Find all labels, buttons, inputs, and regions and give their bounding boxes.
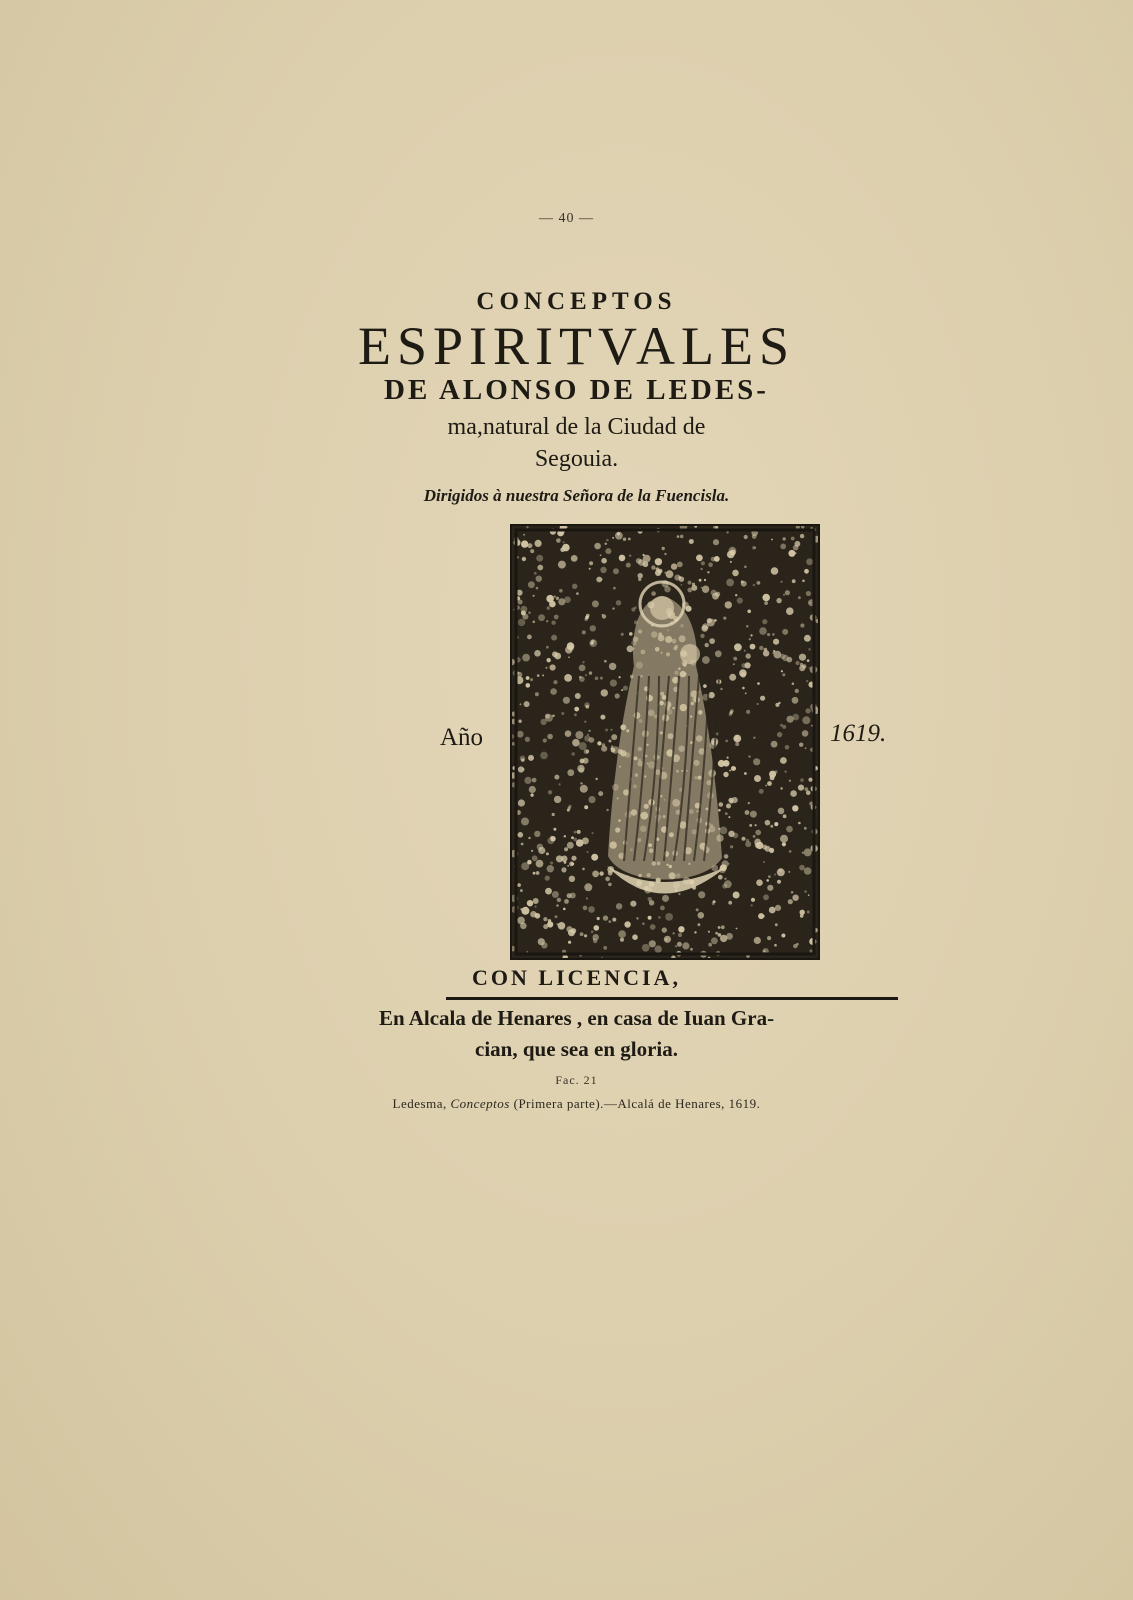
dedication: Dirigidos à nuestra Señora de la Fuencisla. [423,486,730,505]
year-label-left: Año [440,724,484,751]
caption-details: (Primera parte).—Alcalá de Henares, 1619. [513,1096,761,1111]
imprint-line-2: cian, que sea en gloria. [475,1037,678,1061]
horizontal-rule [446,997,898,1000]
page-number: — 40 — [539,211,594,226]
licence-line: CON LICENCIA, [472,965,681,990]
year-label-right: 1619. [830,720,887,747]
title-line-4: ma,natural de la Ciudad de [447,414,706,440]
title-line-3: DE ALONSO DE LEDES- [384,374,769,406]
imprint-line-1: En Alcala de Henares , en casa de Iuan Gra- [378,1006,775,1030]
virgin-and-child-woodcut [510,524,820,960]
caption-work-title: Conceptos [450,1096,510,1111]
woodcut-illustration [512,526,818,958]
figure-caption [0,1096,1133,1112]
title-line-1: CONCEPTOS [476,288,677,315]
title-line-5: Segouia. [534,446,619,472]
figure-label: Fac. 21 [555,1073,598,1087]
caption-author: Ledesma, [392,1096,447,1111]
title-line-2: ESPIRITVALES [357,316,796,376]
